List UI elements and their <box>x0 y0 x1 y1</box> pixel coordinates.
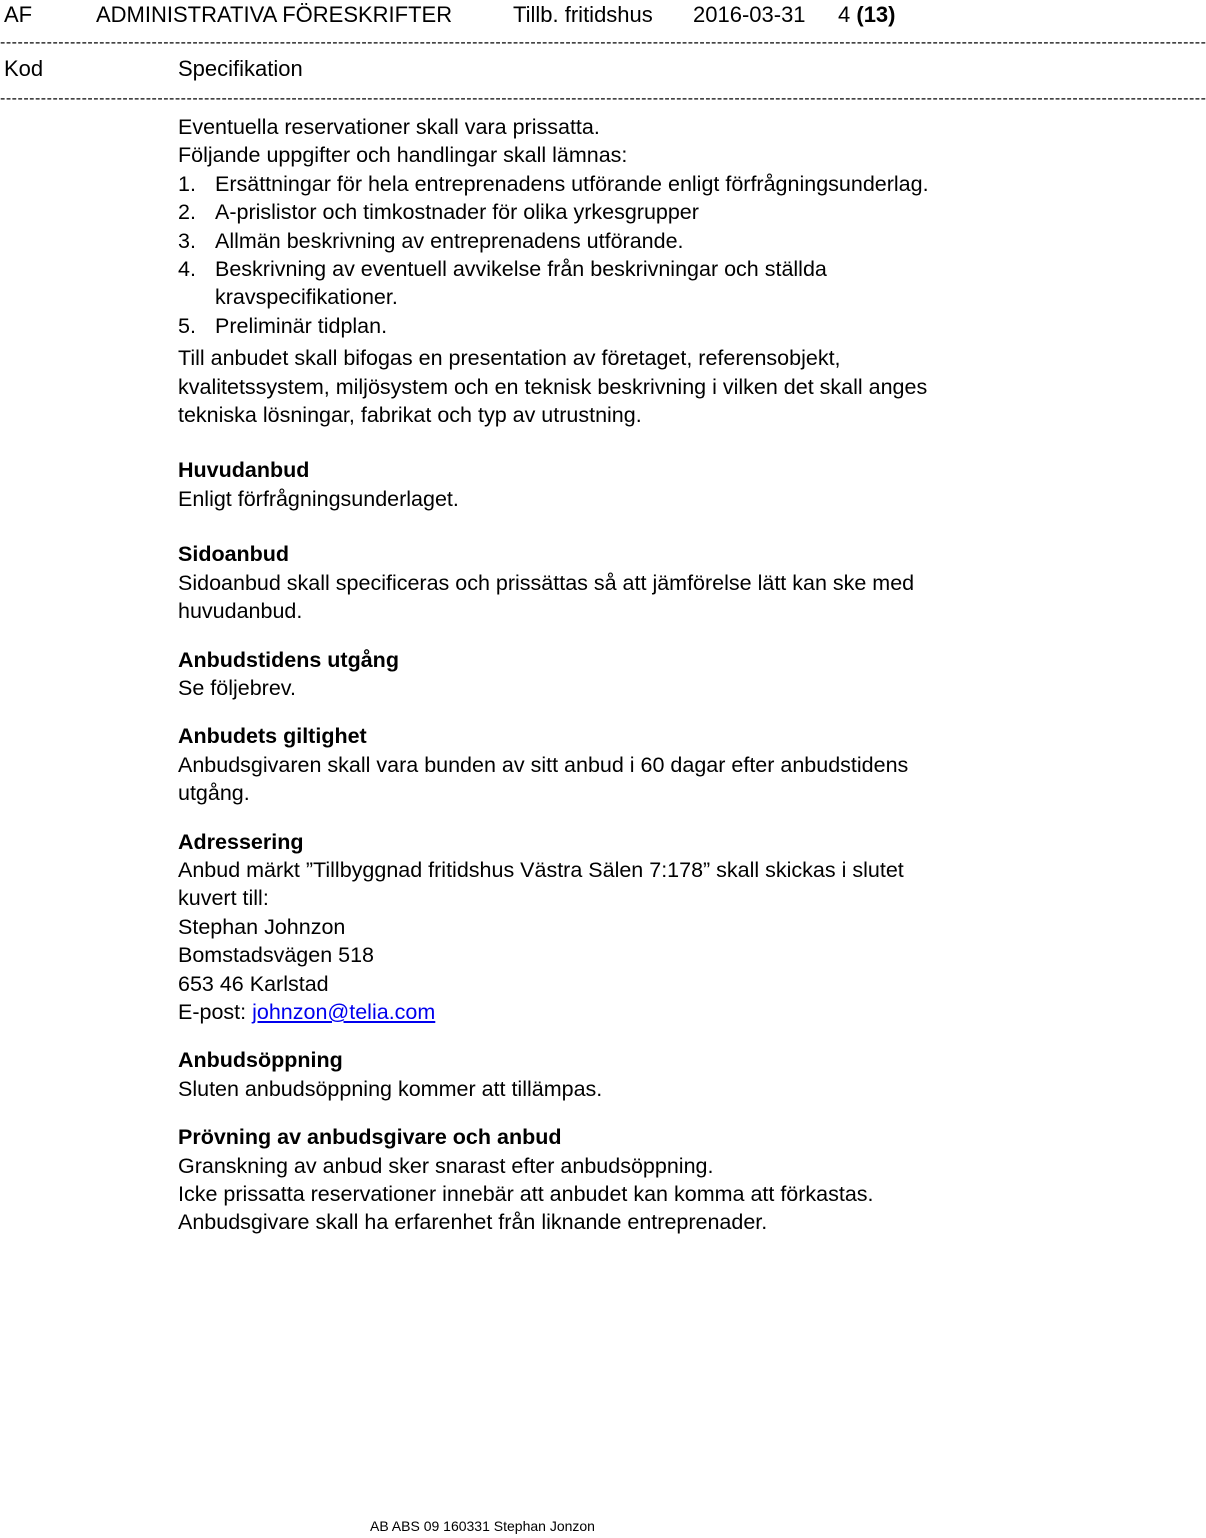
reservations-text: Eventuella reservationer skall vara prissatta. <box>178 115 600 139</box>
header-title: ADMINISTRATIVA FÖRESKRIFTER <box>96 2 453 27</box>
address-city: 653 46 Karlstad <box>178 971 329 996</box>
section-huvudanbud <box>178 456 960 513</box>
total-pages: (13) <box>856 2 896 27</box>
document-body <box>178 113 960 1237</box>
text-giltighet: Anbudsgivaren skall vara bunden av sitt anbud i 60 dagar efter anbudstidens utgång. <box>178 752 909 806</box>
list-text: A-prislistor och timkostnader för olika yrkesgrupper <box>215 200 699 225</box>
list-text: Beskrivning av eventuell avvikelse från beskrivningar och ställda kravspecifikationer. <box>215 257 827 310</box>
heading-oppning: Anbudsöppning <box>178 1048 343 1073</box>
section-adressering <box>178 828 960 1027</box>
list-number: 1. <box>178 171 196 196</box>
list-text: Preliminär tidplan. <box>215 313 388 338</box>
heading-huvudanbud: Huvudanbud <box>178 458 310 483</box>
column-specifikation: Specifikation <box>178 56 303 81</box>
list-text: Allmän beskrivning av entreprenadens utförande. <box>215 228 684 253</box>
heading-anbudstid: Anbudstidens utgång <box>178 647 399 672</box>
divider-top: --------------------------------------------------------------------------------------------------------------------------------------------------------------------------------------------------------------- <box>0 34 1206 51</box>
header-page <box>838 2 896 28</box>
header-date: 2016-03-31 <box>693 2 806 27</box>
section-giltighet <box>178 722 960 807</box>
column-kod: Kod <box>4 56 44 81</box>
header-subtitle: Tillb. fritidshus <box>513 2 653 27</box>
section-sidoanbud <box>178 540 960 625</box>
list-number: 2. <box>178 200 196 225</box>
heading-provning: Prövning av anbudsgivare och anbud <box>178 1125 562 1150</box>
divider-bottom: --------------------------------------------------------------------------------------------------------------------------------------------------------------------------------------------------------------- <box>0 90 1206 107</box>
attachments-text: Till anbudet skall bifogas en presentation av företaget, referensobjekt, kvalitetssystem, miljösystem och en teknisk beskrivning i vilken det skall anges tekniska lösningar, fabrikat och typ av utrustning. <box>178 346 928 428</box>
requirements-list <box>178 170 960 340</box>
page-header <box>0 2 960 30</box>
text-provning-3: Anbudsgivare skall ha erfarenhet från liknande entreprenader. <box>178 1210 768 1235</box>
email-link[interactable]: johnzon@telia.com <box>252 999 436 1024</box>
header-code: AF <box>4 2 33 27</box>
section-anbudstid <box>178 646 960 703</box>
list-item <box>178 227 960 255</box>
heading-adressering: Adressering <box>178 829 304 854</box>
text-adressering: Anbud märkt ”Tillbyggnad fritidshus Västra Sälen 7:178” skall skickas i slutet kuvert till: <box>178 857 904 911</box>
email-label: E-post: <box>178 999 247 1024</box>
text-anbudstid: Se följebrev. <box>178 675 296 700</box>
list-item <box>178 170 960 198</box>
heading-giltighet: Anbudets giltighet <box>178 724 367 749</box>
address-name: Stephan Johnzon <box>178 914 346 939</box>
intro-lead: Följande uppgifter och handlingar skall lämnas: <box>178 143 628 168</box>
section-provning <box>178 1123 960 1237</box>
address-street: Bomstadsvägen 518 <box>178 943 375 968</box>
list-item <box>178 198 960 226</box>
list-number: 5. <box>178 313 196 338</box>
text-sidoanbud: Sidoanbud skall specificeras och prissättas så att jämförelse lätt kan ske med huvudanbud. <box>178 570 915 624</box>
list-number: 3. <box>178 228 196 253</box>
text-huvudanbud: Enligt förfrågningsunderlaget. <box>178 486 459 511</box>
text-oppning: Sluten anbudsöppning kommer att tillämpas. <box>178 1076 603 1101</box>
list-item <box>178 255 960 312</box>
page-footer: AB ABS 09 160331 Stephan Jonzon <box>370 1518 595 1534</box>
page-number: 4 <box>838 2 851 27</box>
text-provning-1: Granskning av anbud sker snarast efter anbudsöppning. <box>178 1153 714 1178</box>
list-text: Ersättningar för hela entreprenadens utförande enligt förfrågningsunderlag. <box>215 171 929 196</box>
section-oppning <box>178 1046 960 1103</box>
list-item <box>178 312 960 340</box>
list-number: 4. <box>178 257 196 282</box>
address-email <box>178 998 960 1026</box>
text-provning-2: Icke prissatta reservationer innebär att anbudet kan komma att förkastas. <box>178 1182 874 1206</box>
heading-sidoanbud: Sidoanbud <box>178 542 290 567</box>
